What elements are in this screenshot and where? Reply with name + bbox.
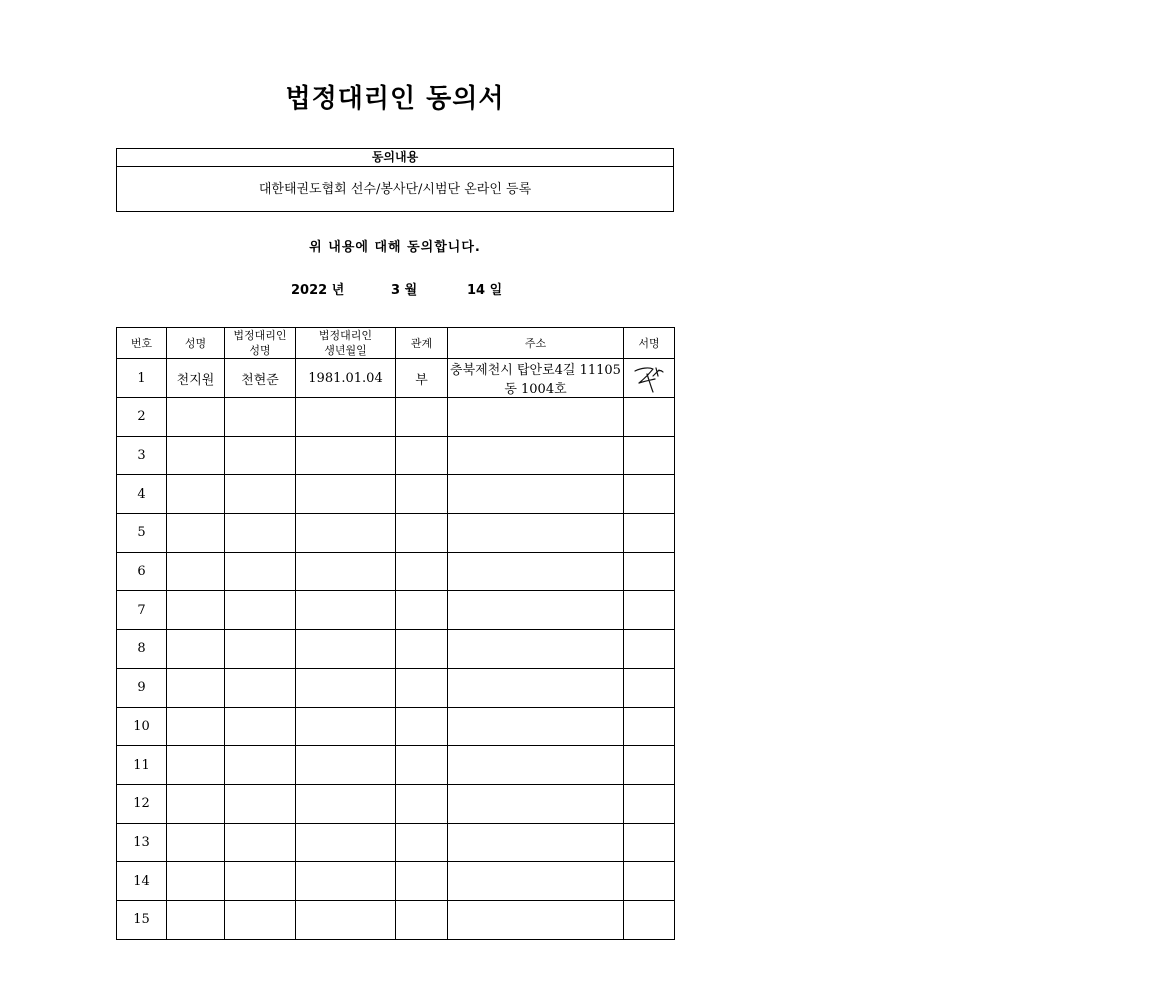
- cell-signature: [624, 784, 675, 823]
- header-guardian-name-line1: 법정대리인: [233, 329, 287, 342]
- cell-guardian-name: [225, 746, 296, 785]
- cell-guardian-birth: [296, 475, 396, 514]
- consent-box: [116, 148, 674, 212]
- table-row: [117, 784, 675, 823]
- header-guardian-birth-line1: 법정대리인: [318, 329, 373, 342]
- cell-signature: [624, 668, 675, 707]
- cell-relation: [396, 514, 448, 553]
- cell-signature: [624, 514, 675, 553]
- cell-name: [167, 823, 225, 862]
- cell-name: [167, 552, 225, 591]
- cell-guardian-birth: [296, 436, 396, 475]
- table-row: [117, 668, 675, 707]
- cell-relation: [396, 900, 448, 939]
- cell-address: [448, 436, 624, 475]
- cell-signature: [624, 746, 675, 785]
- cell-no: 13: [117, 823, 167, 862]
- consent-statement: 위 내용에 대해 동의합니다.: [309, 240, 481, 255]
- header-no: 번호: [117, 328, 167, 359]
- document-title: 법정대리인 동의서: [285, 84, 505, 114]
- cell-guardian-name: [225, 475, 296, 514]
- cell-no: 5: [117, 514, 167, 553]
- cell-signature: [624, 900, 675, 939]
- cell-guardian-birth: [296, 900, 396, 939]
- cell-guardian-name: [225, 398, 296, 437]
- cell-address: [448, 398, 624, 437]
- cell-guardian-name: [225, 823, 296, 862]
- cell-address: [448, 862, 624, 901]
- cell-relation: [396, 707, 448, 746]
- cell-guardian-name: [225, 552, 296, 591]
- cell-name: [167, 746, 225, 785]
- table-row: [117, 514, 675, 553]
- cell-name: [167, 475, 225, 514]
- table-row: [117, 475, 675, 514]
- cell-no: 15: [117, 900, 167, 939]
- cell-signature: [624, 591, 675, 630]
- cell-name: [167, 591, 225, 630]
- table-row: [117, 359, 675, 398]
- cell-guardian-birth: 1981.01.04: [296, 359, 396, 398]
- handwritten-signature: [629, 362, 669, 394]
- cell-name: [167, 784, 225, 823]
- cell-guardian-name: [225, 900, 296, 939]
- header-relation: 관계: [396, 328, 448, 359]
- cell-name: [167, 707, 225, 746]
- header-address: 주소: [448, 328, 624, 359]
- date-month: 3 월: [391, 283, 418, 298]
- consent-heading: 동의내용: [117, 149, 673, 167]
- table-header-row: [117, 328, 675, 359]
- cell-name: [167, 900, 225, 939]
- table-row: [117, 823, 675, 862]
- cell-no: 7: [117, 591, 167, 630]
- cell-name: [167, 514, 225, 553]
- cell-guardian-birth: [296, 591, 396, 630]
- cell-address: [448, 591, 624, 630]
- header-name: 성명: [167, 328, 225, 359]
- cell-name: [167, 398, 225, 437]
- cell-name: 천지원: [167, 359, 225, 398]
- cell-guardian-birth: [296, 514, 396, 553]
- table-row: [117, 707, 675, 746]
- cell-no: 14: [117, 862, 167, 901]
- cell-address: [448, 746, 624, 785]
- cell-no: 1: [117, 359, 167, 398]
- cell-address: [448, 668, 624, 707]
- header-guardian-birth-line2: 생년월일: [324, 344, 367, 357]
- cell-signature: [624, 436, 675, 475]
- table-row: [117, 591, 675, 630]
- cell-signature: [624, 862, 675, 901]
- guardian-table: [116, 327, 675, 940]
- cell-relation: [396, 436, 448, 475]
- cell-guardian-name: [225, 668, 296, 707]
- cell-signature: [624, 630, 675, 669]
- cell-no: 12: [117, 784, 167, 823]
- cell-relation: [396, 630, 448, 669]
- cell-no: 10: [117, 707, 167, 746]
- cell-relation: [396, 784, 448, 823]
- cell-relation: [396, 475, 448, 514]
- cell-guardian-birth: [296, 784, 396, 823]
- cell-address: [448, 552, 624, 591]
- cell-guardian-name: [225, 436, 296, 475]
- cell-no: 6: [117, 552, 167, 591]
- cell-guardian-name: [225, 784, 296, 823]
- cell-address: [448, 630, 624, 669]
- cell-relation: [396, 552, 448, 591]
- table-row: [117, 552, 675, 591]
- cell-relation: [396, 862, 448, 901]
- cell-signature: [624, 707, 675, 746]
- cell-name: [167, 668, 225, 707]
- cell-relation: [396, 668, 448, 707]
- cell-guardian-name: [225, 862, 296, 901]
- cell-relation: [396, 398, 448, 437]
- cell-relation: [396, 823, 448, 862]
- cell-guardian-birth: [296, 862, 396, 901]
- cell-relation: [396, 591, 448, 630]
- cell-guardian-birth: [296, 746, 396, 785]
- cell-signature: [624, 398, 675, 437]
- cell-signature: [624, 823, 675, 862]
- table-row: [117, 862, 675, 901]
- cell-guardian-birth: [296, 398, 396, 437]
- cell-address: [448, 784, 624, 823]
- cell-signature: [624, 359, 675, 398]
- consent-content: 대한태권도협회 선수/봉사단/시범단 온라인 등록: [258, 182, 532, 197]
- cell-guardian-birth: [296, 668, 396, 707]
- cell-name: [167, 862, 225, 901]
- header-signature: 서명: [624, 328, 675, 359]
- cell-guardian-name: [225, 514, 296, 553]
- cell-guardian-name: 천현준: [225, 359, 296, 398]
- cell-name: [167, 630, 225, 669]
- header-guardian-name-line2: 성명: [249, 344, 271, 357]
- cell-no: 3: [117, 436, 167, 475]
- cell-address: [448, 475, 624, 514]
- cell-no: 4: [117, 475, 167, 514]
- cell-address: [448, 823, 624, 862]
- cell-guardian-name: [225, 591, 296, 630]
- cell-relation: 부: [396, 359, 448, 398]
- table-row: [117, 900, 675, 939]
- cell-no: 9: [117, 668, 167, 707]
- table-row: [117, 630, 675, 669]
- date-day: 14 일: [467, 283, 503, 298]
- cell-no: 2: [117, 398, 167, 437]
- cell-address: [448, 514, 624, 553]
- cell-guardian-birth: [296, 630, 396, 669]
- cell-guardian-name: [225, 630, 296, 669]
- cell-no: 8: [117, 630, 167, 669]
- table-row: [117, 746, 675, 785]
- cell-signature: [624, 475, 675, 514]
- header-guardian-birth: [296, 328, 396, 359]
- table-row: [117, 436, 675, 475]
- cell-address: [448, 900, 624, 939]
- cell-guardian-name: [225, 707, 296, 746]
- table-row: [117, 398, 675, 437]
- cell-guardian-birth: [296, 552, 396, 591]
- cell-name: [167, 436, 225, 475]
- header-guardian-name: [225, 328, 296, 359]
- cell-guardian-birth: [296, 707, 396, 746]
- cell-address: [448, 707, 624, 746]
- cell-signature: [624, 552, 675, 591]
- cell-no: 11: [117, 746, 167, 785]
- date-year: 2022 년: [291, 283, 345, 298]
- cell-guardian-birth: [296, 823, 396, 862]
- cell-address: 충북제천시 탑안로4길 11105동 1004호: [448, 359, 624, 398]
- cell-relation: [396, 746, 448, 785]
